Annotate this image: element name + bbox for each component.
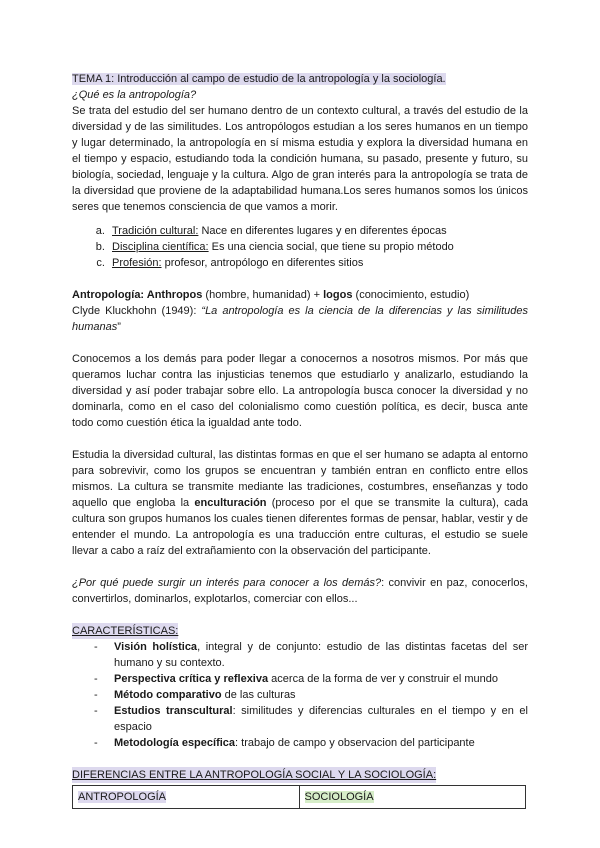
list-item (108, 255, 528, 271)
intro-paragraph: Se trata del estudio del ser humano dentro de un contexto cultural, a través del estudio de la diversidad y de las similitudes. Los antropólogos estudian a los seres humanos en un tiempo y lugar determinado, la antropología en sí misma estudia y explora la diversidad humana en el tiempo y espacio, estudiando toda la condición humana, su pasado, presente y futuro, su biología, sociedad, lenguaje y la cultura. Algo de gran interés para la antropología se trata de la diversidad que proviene de la adaptabilidad humana.Los seres humanos somos los únicos seres que tenemos consciencia de que vamos a morir. (72, 105, 528, 213)
document-page (72, 71, 528, 809)
paragraph-3-before: Estudia la diversidad cultural, las distintas formas en que el ser humano se adapta al entorno para sobrevivir, como los grupos se encuentran y también entran en conflicto entre ellos mismos. La cultura se transmite mediante las tradiciones, costumbres, enseñanzas y todo aquello que engloba la (72, 449, 528, 509)
table-row (73, 786, 526, 809)
title-text: TEMA 1: Introducción al campo de estudio de la antropología y la sociología. (72, 73, 446, 85)
characteristic-term: Método comparativo (114, 689, 222, 701)
header-sociologia: SOCIOLOGÍA (304, 791, 374, 803)
characteristics-list (72, 639, 528, 751)
definition-list (72, 223, 528, 271)
characteristic-term: Estudios transcultural (114, 705, 233, 717)
table-header-cell (73, 786, 300, 809)
enculturacion-term: enculturación (194, 497, 267, 509)
etymology-anthropos: (hombre, humanidad) + (202, 289, 324, 301)
differences-table (72, 785, 526, 809)
quote-line (72, 303, 528, 335)
characteristic-text: , integral y de conjunto: estudio de las distintas facetas del ser humano y su contexto. (114, 641, 528, 669)
characteristic-term: Metodología específica (114, 737, 236, 749)
etymology-label: Antropología: Anthropos (72, 289, 203, 301)
characteristics-heading-text: CARACTERÍSTICAS: (72, 625, 179, 637)
table-header-cell (299, 786, 526, 809)
differences-heading (72, 767, 528, 783)
characteristic-term: Visión holística (114, 641, 198, 653)
list-text: Es una ciencia social, que tiene su propio método (208, 241, 454, 253)
header-antropologia: ANTROPOLOGÍA (78, 791, 167, 803)
characteristic-term: Perspectiva crítica y reflexiva (114, 673, 269, 685)
characteristic-text: acerca de la forma de ver y construir el mundo (268, 673, 498, 685)
list-item (108, 223, 528, 239)
paragraph-3 (72, 447, 528, 559)
list-term: Disciplina científica: (112, 241, 209, 253)
characteristic-text: : trabajo de campo y observacion del participante (235, 737, 475, 749)
list-item (94, 639, 528, 671)
paragraph-2: Conocemos a los demás para poder llegar a conocernos a nosotros mismos. Por más que queramos luchar contra las injusticias tenemos que estudiarlo y analizarlo, estudiando la diversidad y así poder trabajar sobre ello. La antropología busca conocer la diversidad y no dominarla, como en el caso del colonialismo como cuestión política, es decir, busca ante todo como cuestión ética la igualdad ante todo. (72, 353, 528, 429)
quote-author: Clyde Kluckhohn (1949): (72, 305, 202, 317)
characteristic-text: : similitudes y diferencias culturales en el tiempo y en el espacio (114, 705, 528, 733)
quote-text: “La antropología es la ciencia de la diferencias y las similitudes humanas (72, 305, 528, 333)
characteristics-heading (72, 623, 528, 639)
list-item (94, 735, 528, 751)
list-item (94, 671, 528, 687)
differences-heading-text: DIFERENCIAS ENTRE LA ANTROPOLOGÍA SOCIAL Y LA SOCIOLOGÍA: (72, 769, 437, 781)
why-question-line (72, 575, 528, 607)
section-question: ¿Qué es la antropología? (72, 89, 197, 101)
why-question: ¿Por qué puede surgir un interés para conocer a los demás? (72, 577, 382, 589)
characteristic-text: de las culturas (221, 689, 296, 701)
list-text: profesor, antropólogo en diferentes sitios (161, 257, 364, 269)
list-item (108, 239, 528, 255)
list-item (94, 703, 528, 735)
etymology-logos-meaning: (conocimiento, estudio) (352, 289, 470, 301)
etymology-line (72, 287, 528, 303)
list-text: Nace en diferentes lugares y en diferentes épocas (198, 225, 447, 237)
list-term: Tradición cultural: (112, 225, 199, 237)
etymology-logos: logos (323, 289, 353, 301)
paragraph-3-after: (proceso por el que se transmite la cultura), cada cultura son grupos humanos los cuales tienen diferentes formas de pensar, hablar, vestir y de entender el mundo. La antropología es una traducción entre culturas, el estudio se suele llevar a cabo a raíz del extrañamiento con la observación del participante. (72, 497, 529, 557)
list-item (94, 687, 528, 703)
why-answer: : convivir en paz, conocerlos, convertirlos, dominarlos, explotarlos, comerciar con ellos... (72, 577, 528, 605)
quote-close: ” (117, 321, 121, 333)
document-title (72, 71, 528, 87)
list-term: Profesión: (112, 257, 162, 269)
